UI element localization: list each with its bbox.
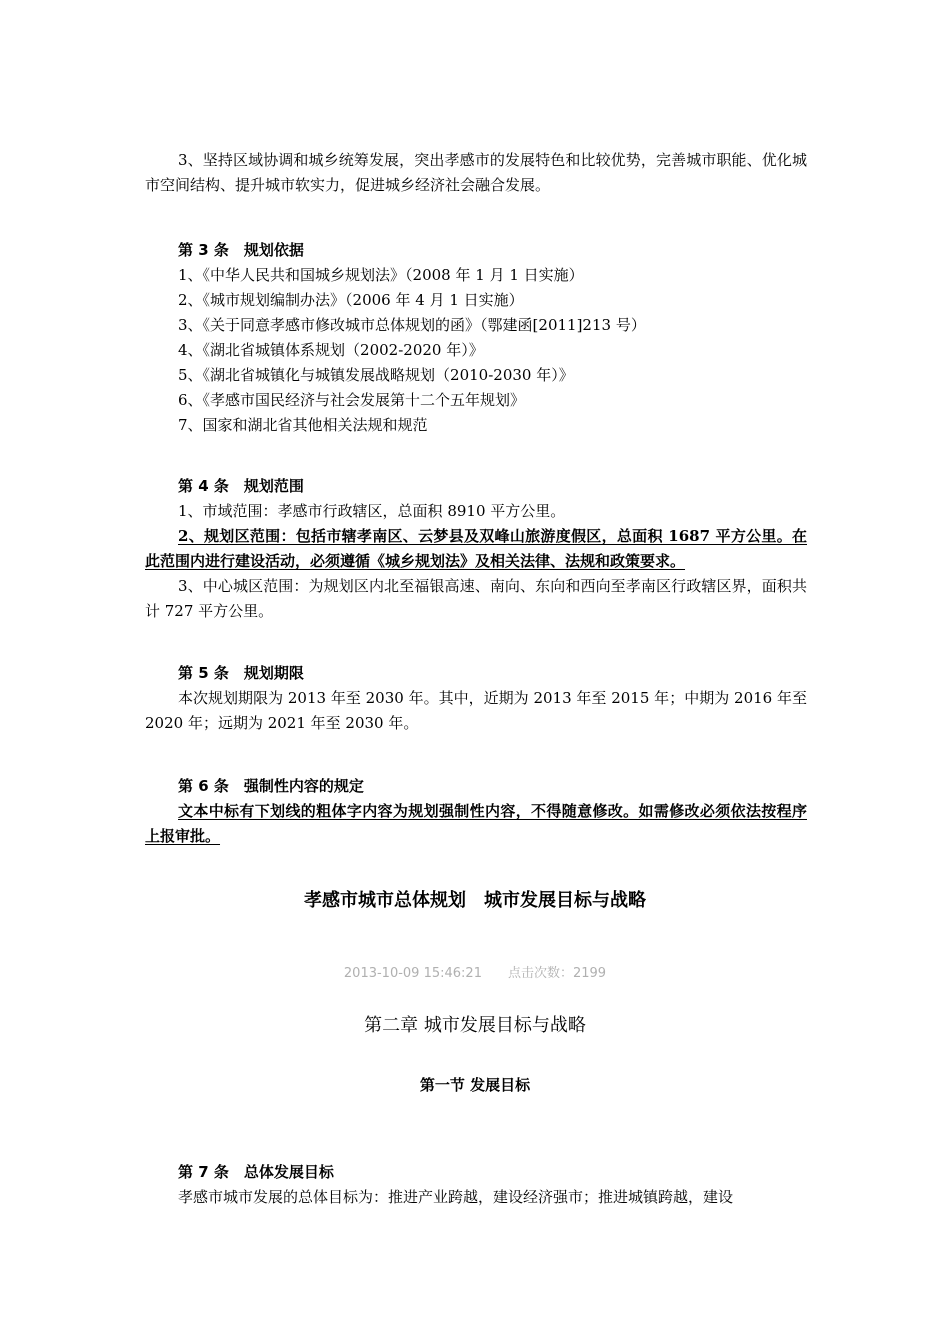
post-meta	[0, 962, 950, 981]
article-6-body-mandatory: 文本中标有下划线的粗体字内容为规划强制性内容，不得随意修改。如需修改必须依法按程序上报审批。	[145, 802, 807, 845]
article-7-body: 孝感市城市发展的总体目标为：推进产业跨越，建设经济强市；推进城镇跨越，建设	[178, 1188, 734, 1206]
article-5	[145, 661, 807, 736]
article-4-item-1: 1、市域范围：孝感市行政辖区，总面积 8910 平方公里。	[178, 502, 566, 520]
section-title: 第一节 发展目标	[419, 1076, 531, 1094]
article-3-heading: 第 3 条 规划依据	[178, 241, 304, 259]
article-7-heading: 第 7 条 总体发展目标	[178, 1163, 334, 1181]
article-3-item-4: 4、《湖北省城镇体系规划（2002-2020 年）》	[178, 341, 484, 359]
view-count: 点击次数：2199	[507, 966, 607, 981]
article-4-item-3: 3、中心城区范围：为规划区内北至福银高速、南向、东向和西向至孝南区行政辖区界，面积共计 727 平方公里。	[145, 577, 807, 620]
article-3-item-5: 5、《湖北省城镇化与城镇发展战略规划（2010-2030 年）》	[178, 366, 574, 384]
article-4	[145, 474, 807, 624]
page-title: 孝感市城市总体规划 城市发展目标与战略	[304, 890, 646, 911]
article-3-item-6: 6、《孝感市国民经济与社会发展第十二个五年规划》	[178, 391, 526, 409]
article-4-item-2-mandatory: 2、规划区范围：包括市辖孝南区、云梦县及双峰山旅游度假区，总面积 1687 平方公里。在此范围内进行建设活动，必须遵循《城乡规划法》及相关法律、法规和政策要求。	[145, 527, 807, 570]
article-3-item-2: 2、《城市规划编制办法》（2006 年 4 月 1 日实施）	[178, 291, 524, 309]
article-6	[145, 774, 807, 849]
article-6-heading: 第 6 条 强制性内容的规定	[178, 777, 364, 795]
article-3-item-3: 3、《关于同意孝感市修改城市总体规划的函》（鄂建函[2011]213 号）	[178, 316, 646, 334]
article-3-item-7: 7、国家和湖北省其他相关法规和规范	[178, 416, 428, 434]
article-3	[145, 238, 807, 438]
article-4-heading: 第 4 条 规划范围	[178, 477, 304, 495]
article-7	[145, 1160, 807, 1210]
intro-paragraph-3: 3、坚持区域协调和城乡统筹发展，突出孝感市的发展特色和比较优势，完善城市职能、优化城市空间结构、提升城市软实力，促进城乡经济社会融合发展。	[145, 151, 807, 194]
article-5-body: 本次规划期限为 2013 年至 2030 年。其中，近期为 2013 年至 2015 年；中期为 2016 年至 2020 年；远期为 2021 年至 2030 年。	[145, 689, 807, 732]
article-5-heading: 第 5 条 规划期限	[178, 664, 304, 682]
article-3-item-1: 1、《中华人民共和国城乡规划法》（2008 年 1 月 1 日实施）	[178, 266, 584, 284]
chapter-title: 第二章 城市发展目标与战略	[364, 1015, 586, 1036]
post-timestamp: 2013-10-09 15:46:21	[343, 966, 482, 981]
